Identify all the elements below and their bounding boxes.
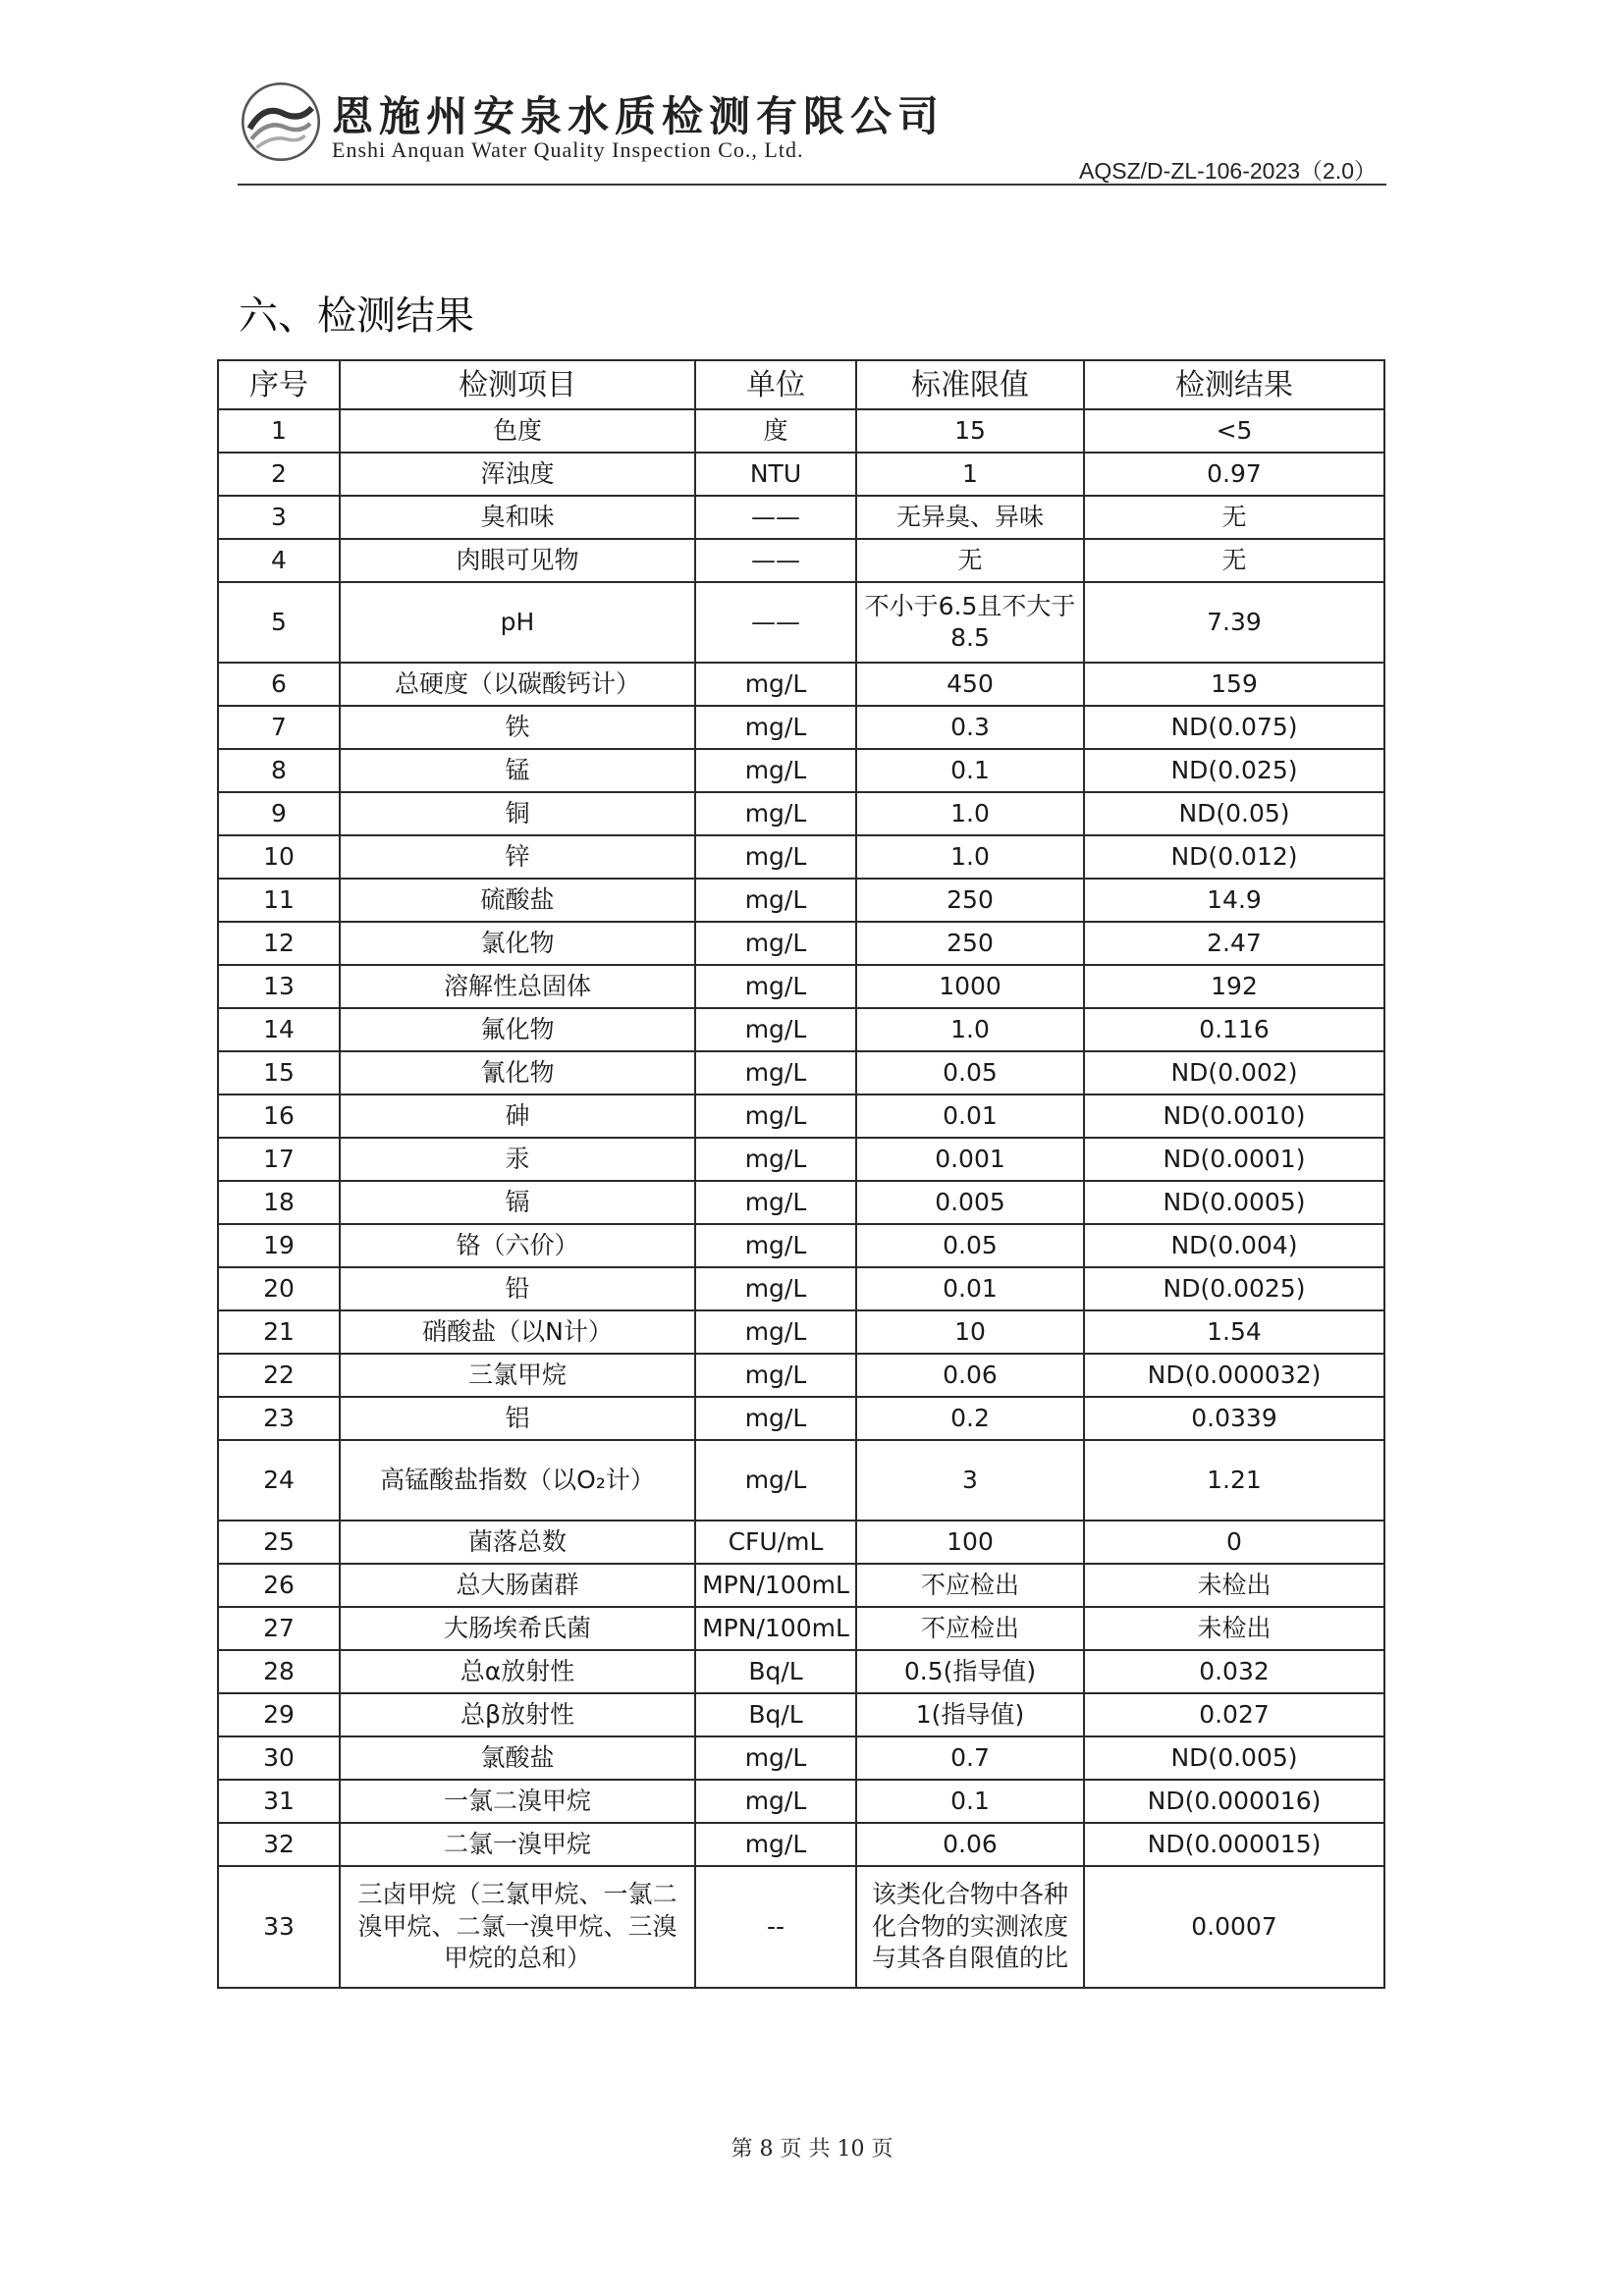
row-item: 硝酸盐（以N计） <box>340 1310 695 1354</box>
row-limit: 1.0 <box>856 835 1084 879</box>
table-row <box>218 1650 1384 1693</box>
row-limit: 250 <box>856 922 1084 965</box>
row-limit: 0.06 <box>856 1823 1084 1866</box>
row-number: 28 <box>218 1650 340 1693</box>
row-result: 0.0007 <box>1084 1866 1384 1988</box>
row-unit: mg/L <box>695 1138 856 1181</box>
row-item: 三氯甲烷 <box>340 1354 695 1397</box>
row-number: 10 <box>218 835 340 879</box>
row-item: 锰 <box>340 749 695 792</box>
row-unit: -- <box>695 1866 856 1988</box>
row-item: 铁 <box>340 706 695 749</box>
row-limit: 0.005 <box>856 1181 1084 1224</box>
row-item: 氯酸盐 <box>340 1736 695 1780</box>
table-row <box>218 1354 1384 1397</box>
table-row <box>218 1095 1384 1138</box>
row-unit: mg/L <box>695 1008 856 1051</box>
row-result: 无 <box>1084 496 1384 539</box>
table-row <box>218 1693 1384 1736</box>
header-no: 序号 <box>218 360 340 409</box>
row-result: 0.0339 <box>1084 1397 1384 1440</box>
row-number: 9 <box>218 792 340 835</box>
row-unit: Bq/L <box>695 1693 856 1736</box>
row-number: 2 <box>218 453 340 496</box>
table-row <box>218 1224 1384 1267</box>
row-number: 20 <box>218 1267 340 1310</box>
row-limit: 0.01 <box>856 1095 1084 1138</box>
table-row <box>218 409 1384 453</box>
row-number: 31 <box>218 1780 340 1823</box>
row-item: 菌落总数 <box>340 1521 695 1564</box>
row-result: ND(0.0001) <box>1084 1138 1384 1181</box>
header-item: 检测项目 <box>340 360 695 409</box>
row-number: 13 <box>218 965 340 1008</box>
row-unit: mg/L <box>695 1354 856 1397</box>
row-unit: mg/L <box>695 1310 856 1354</box>
table-row <box>218 835 1384 879</box>
row-limit: 3 <box>856 1440 1084 1521</box>
row-result: ND(0.075) <box>1084 706 1384 749</box>
row-number: 21 <box>218 1310 340 1354</box>
row-result: 0.116 <box>1084 1008 1384 1051</box>
row-item: 浑浊度 <box>340 453 695 496</box>
table-row <box>218 1823 1384 1866</box>
row-number: 17 <box>218 1138 340 1181</box>
row-unit: mg/L <box>695 1397 856 1440</box>
row-unit: mg/L <box>695 1823 856 1866</box>
row-limit: 0.2 <box>856 1397 1084 1440</box>
row-item: 铅 <box>340 1267 695 1310</box>
row-limit: 无异臭、异味 <box>856 496 1084 539</box>
row-limit: 0.01 <box>856 1267 1084 1310</box>
row-number: 18 <box>218 1181 340 1224</box>
table-row <box>218 1780 1384 1823</box>
row-item: 总β放射性 <box>340 1693 695 1736</box>
row-limit: 0.1 <box>856 749 1084 792</box>
row-number: 33 <box>218 1866 340 1988</box>
row-unit: —— <box>695 496 856 539</box>
row-limit: 1.0 <box>856 792 1084 835</box>
row-number: 26 <box>218 1564 340 1607</box>
page-number: 第 8 页 共 10 页 <box>731 2137 893 2162</box>
row-result: 未检出 <box>1084 1564 1384 1607</box>
row-unit: mg/L <box>695 1440 856 1521</box>
document-code: AQSZ/D-ZL-106-2023（2.0） <box>1079 158 1377 184</box>
row-result: ND(0.05) <box>1084 792 1384 835</box>
row-limit: 不小于6.5且不大于8.5 <box>856 582 1084 663</box>
row-result: ND(0.012) <box>1084 835 1384 879</box>
row-item: 高锰酸盐指数（以O₂计） <box>340 1440 695 1521</box>
row-result: 159 <box>1084 663 1384 706</box>
row-unit: mg/L <box>695 835 856 879</box>
row-item: 一氯二溴甲烷 <box>340 1780 695 1823</box>
table-row <box>218 1397 1384 1440</box>
table-row <box>218 749 1384 792</box>
row-item: 氰化物 <box>340 1051 695 1095</box>
row-number: 14 <box>218 1008 340 1051</box>
row-item: 溶解性总固体 <box>340 965 695 1008</box>
row-result: ND(0.0025) <box>1084 1267 1384 1310</box>
row-result: 0.032 <box>1084 1650 1384 1693</box>
table-body <box>218 409 1384 1988</box>
table-row <box>218 453 1384 496</box>
row-limit: 250 <box>856 879 1084 922</box>
row-item: 总硬度（以碳酸钙计） <box>340 663 695 706</box>
header-unit: 单位 <box>695 360 856 409</box>
table-row <box>218 922 1384 965</box>
row-limit: 0.05 <box>856 1224 1084 1267</box>
row-item: 肉眼可见物 <box>340 539 695 582</box>
row-item: 三卤甲烷（三氯甲烷、一氯二溴甲烷、二氯一溴甲烷、三溴甲烷的总和） <box>340 1866 695 1988</box>
table-row <box>218 1310 1384 1354</box>
row-limit: 1000 <box>856 965 1084 1008</box>
row-number: 6 <box>218 663 340 706</box>
row-item: 汞 <box>340 1138 695 1181</box>
row-limit: 0.7 <box>856 1736 1084 1780</box>
row-item: 铝 <box>340 1397 695 1440</box>
row-result: <5 <box>1084 409 1384 453</box>
row-limit: 1(指导值) <box>856 1693 1084 1736</box>
row-limit: 无 <box>856 539 1084 582</box>
row-result: 0 <box>1084 1521 1384 1564</box>
row-unit: mg/L <box>695 922 856 965</box>
row-unit: mg/L <box>695 749 856 792</box>
row-limit: 0.001 <box>856 1138 1084 1181</box>
row-limit: 该类化合物中各种化合物的实测浓度与其各自限值的比 <box>856 1866 1084 1988</box>
row-item: 砷 <box>340 1095 695 1138</box>
row-unit: mg/L <box>695 792 856 835</box>
row-item: 铬（六价） <box>340 1224 695 1267</box>
row-item: 硫酸盐 <box>340 879 695 922</box>
table-row <box>218 1736 1384 1780</box>
row-number: 22 <box>218 1354 340 1397</box>
row-result: ND(0.000032) <box>1084 1354 1384 1397</box>
table-row <box>218 1138 1384 1181</box>
row-item: 大肠埃希氏菌 <box>340 1607 695 1650</box>
row-item: 锌 <box>340 835 695 879</box>
row-number: 4 <box>218 539 340 582</box>
header-result: 检测结果 <box>1084 360 1384 409</box>
row-unit: MPN/100mL <box>695 1564 856 1607</box>
row-unit: —— <box>695 539 856 582</box>
table-row <box>218 1607 1384 1650</box>
row-number: 19 <box>218 1224 340 1267</box>
table-row <box>218 965 1384 1008</box>
row-limit: 15 <box>856 409 1084 453</box>
table-row <box>218 706 1384 749</box>
table-row <box>218 792 1384 835</box>
row-unit: MPN/100mL <box>695 1607 856 1650</box>
row-unit: mg/L <box>695 1736 856 1780</box>
row-number: 8 <box>218 749 340 792</box>
row-item: 镉 <box>340 1181 695 1224</box>
row-limit: 0.05 <box>856 1051 1084 1095</box>
row-result: ND(0.005) <box>1084 1736 1384 1780</box>
table-row <box>218 582 1384 663</box>
row-item: 铜 <box>340 792 695 835</box>
table-row <box>218 1440 1384 1521</box>
page-header <box>238 79 1386 185</box>
row-item: 色度 <box>340 409 695 453</box>
row-number: 1 <box>218 409 340 453</box>
row-result: ND(0.002) <box>1084 1051 1384 1095</box>
row-unit: mg/L <box>695 1267 856 1310</box>
row-unit: NTU <box>695 453 856 496</box>
row-result: 192 <box>1084 965 1384 1008</box>
row-item: 总大肠菌群 <box>340 1564 695 1607</box>
row-unit: mg/L <box>695 663 856 706</box>
row-limit: 450 <box>856 663 1084 706</box>
company-name-en: Enshi Anquan Water Quality Inspection Co., Ltd. <box>332 137 804 162</box>
row-unit: 度 <box>695 409 856 453</box>
table-row <box>218 539 1384 582</box>
row-result: 1.54 <box>1084 1310 1384 1354</box>
table-row <box>218 879 1384 922</box>
row-number: 27 <box>218 1607 340 1650</box>
row-number: 5 <box>218 582 340 663</box>
row-number: 3 <box>218 496 340 539</box>
row-result: ND(0.0005) <box>1084 1181 1384 1224</box>
row-number: 24 <box>218 1440 340 1521</box>
row-number: 32 <box>218 1823 340 1866</box>
row-result: ND(0.025) <box>1084 749 1384 792</box>
row-limit: 不应检出 <box>856 1607 1084 1650</box>
row-result: 0.027 <box>1084 1693 1384 1736</box>
row-result: 未检出 <box>1084 1607 1384 1650</box>
row-unit: Bq/L <box>695 1650 856 1693</box>
table-row <box>218 496 1384 539</box>
row-unit: CFU/mL <box>695 1521 856 1564</box>
table-header-row <box>218 360 1384 409</box>
table-row <box>218 1267 1384 1310</box>
row-item: 臭和味 <box>340 496 695 539</box>
header-limit: 标准限值 <box>856 360 1084 409</box>
row-limit: 0.5(指导值) <box>856 1650 1084 1693</box>
row-item: pH <box>340 582 695 663</box>
table-row <box>218 1181 1384 1224</box>
table-row <box>218 1521 1384 1564</box>
table-row <box>218 1051 1384 1095</box>
row-limit: 100 <box>856 1521 1084 1564</box>
row-result: ND(0.004) <box>1084 1224 1384 1267</box>
row-number: 25 <box>218 1521 340 1564</box>
row-number: 29 <box>218 1693 340 1736</box>
row-number: 12 <box>218 922 340 965</box>
company-logo-icon <box>238 79 324 165</box>
row-item: 总α放射性 <box>340 1650 695 1693</box>
row-limit: 1.0 <box>856 1008 1084 1051</box>
row-result: 无 <box>1084 539 1384 582</box>
row-limit: 1 <box>856 453 1084 496</box>
row-result: 7.39 <box>1084 582 1384 663</box>
row-item: 氟化物 <box>340 1008 695 1051</box>
row-unit: mg/L <box>695 706 856 749</box>
row-number: 30 <box>218 1736 340 1780</box>
row-result: ND(0.000015) <box>1084 1823 1384 1866</box>
table-row <box>218 1866 1384 1988</box>
row-result: 1.21 <box>1084 1440 1384 1521</box>
row-number: 7 <box>218 706 340 749</box>
row-limit: 0.06 <box>856 1354 1084 1397</box>
row-unit: mg/L <box>695 1095 856 1138</box>
row-result: 2.47 <box>1084 922 1384 965</box>
row-unit: mg/L <box>695 1181 856 1224</box>
row-number: 15 <box>218 1051 340 1095</box>
row-unit: mg/L <box>695 1780 856 1823</box>
row-unit: mg/L <box>695 965 856 1008</box>
row-limit: 10 <box>856 1310 1084 1354</box>
row-limit: 0.1 <box>856 1780 1084 1823</box>
row-item: 二氯一溴甲烷 <box>340 1823 695 1866</box>
table-row <box>218 1564 1384 1607</box>
row-result: 14.9 <box>1084 879 1384 922</box>
row-result: ND(0.000016) <box>1084 1780 1384 1823</box>
row-limit: 0.3 <box>856 706 1084 749</box>
row-unit: —— <box>695 582 856 663</box>
row-number: 23 <box>218 1397 340 1440</box>
row-unit: mg/L <box>695 1051 856 1095</box>
company-name-cn: 恩施州安泉水质检测有限公司 <box>332 92 946 140</box>
results-table <box>217 359 1385 1989</box>
table-row <box>218 1008 1384 1051</box>
section-title: 六、检测结果 <box>239 294 474 339</box>
header-divider <box>238 184 1386 186</box>
row-unit: mg/L <box>695 1224 856 1267</box>
row-number: 11 <box>218 879 340 922</box>
row-item: 氯化物 <box>340 922 695 965</box>
row-result: ND(0.0010) <box>1084 1095 1384 1138</box>
row-unit: mg/L <box>695 879 856 922</box>
table-row <box>218 663 1384 706</box>
row-result: 0.97 <box>1084 453 1384 496</box>
row-limit: 不应检出 <box>856 1564 1084 1607</box>
row-number: 16 <box>218 1095 340 1138</box>
